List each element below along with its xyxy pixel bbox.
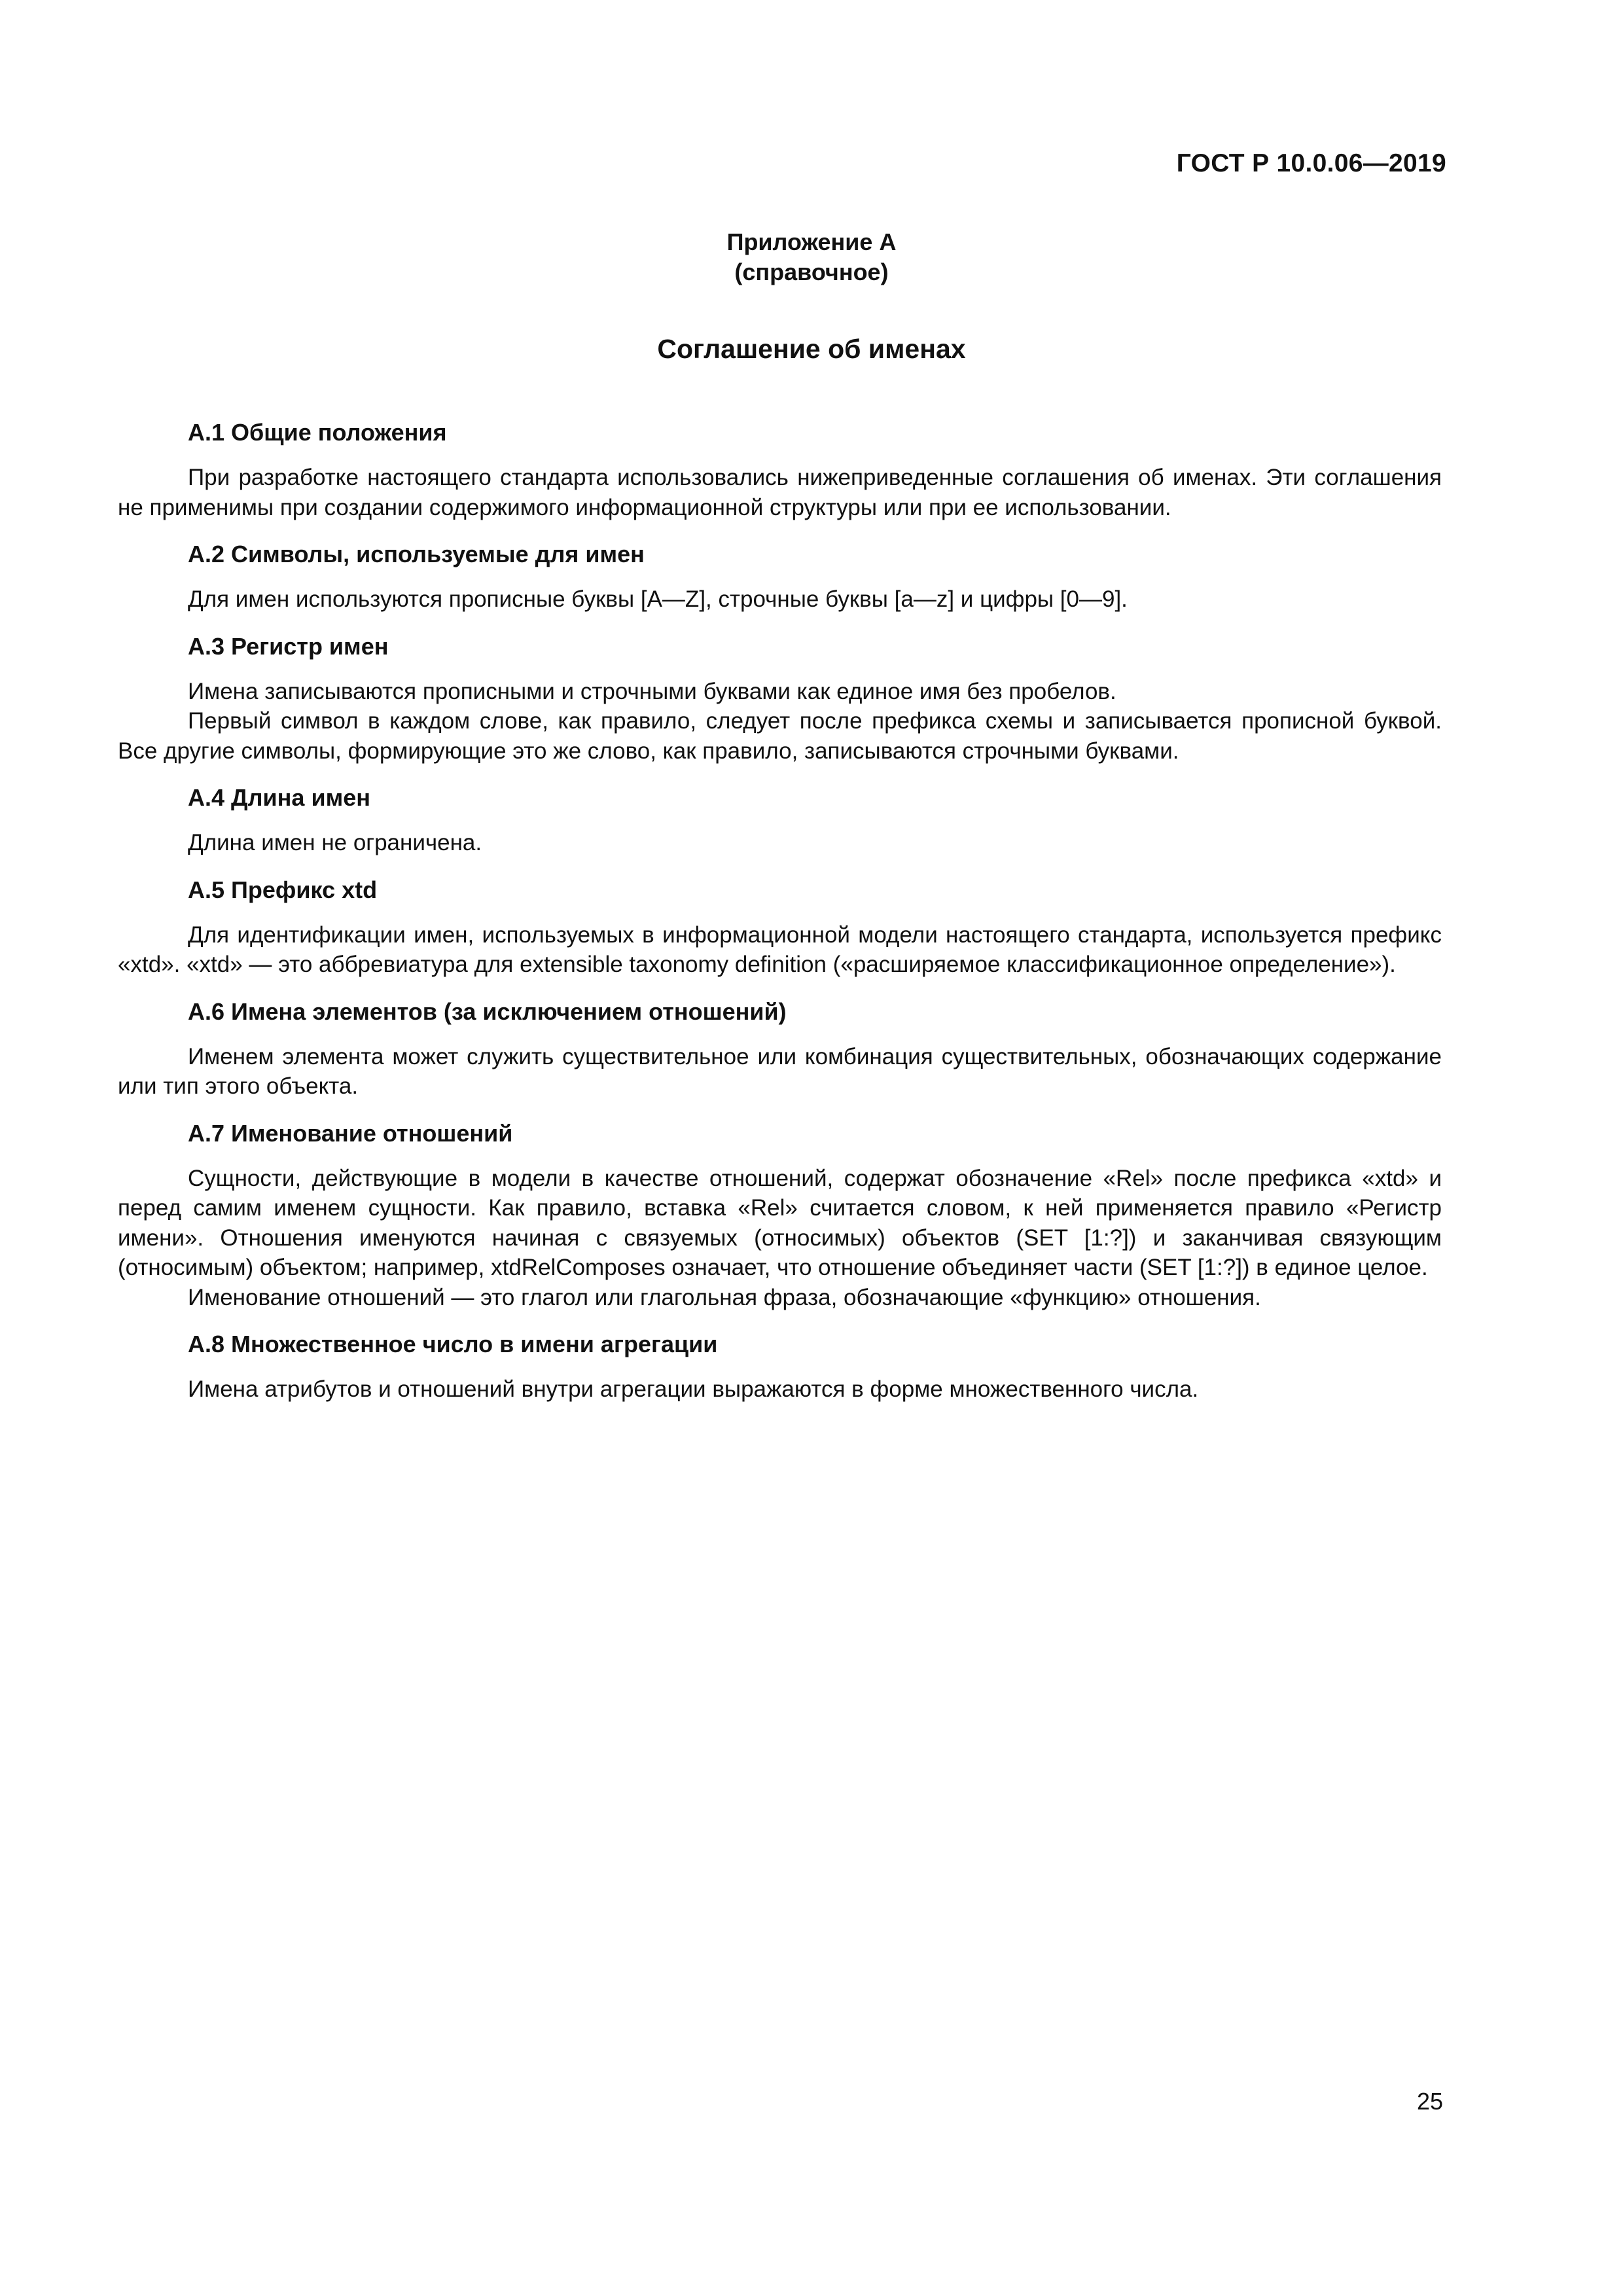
appendix-title bbox=[0, 227, 1623, 287]
section-a2 bbox=[118, 539, 1442, 615]
section-a7 bbox=[118, 1119, 1442, 1313]
document-body bbox=[118, 418, 1442, 1405]
section-heading: А.8 Множественное число в имени агрегации bbox=[188, 1331, 718, 1357]
section-a8 bbox=[118, 1329, 1442, 1405]
paragraph: Для имен используются прописные буквы [A—Z], строчные буквы [a—z] и цифры [0—9]. bbox=[188, 586, 1128, 612]
section-heading: А.1 Общие положения bbox=[188, 419, 447, 446]
section-a5 bbox=[118, 875, 1442, 980]
section-heading: А.3 Регистр имен bbox=[188, 632, 389, 660]
section-a3 bbox=[118, 632, 1442, 766]
paragraph: Именем элемента может служить существительное или комбинация существительных, обозначающих содержание или тип этого объекта. bbox=[118, 1043, 1442, 1099]
section-a4 bbox=[118, 783, 1442, 858]
section-heading: А.7 Именование отношений bbox=[188, 1119, 513, 1147]
paragraph: Сущности, действующие в модели в качестве отношений, содержат обозначение «Rel» после префикса «xtd» и перед самим именем сущности. Как правило, вставка «Rel» считается словом, к ней применяется правило «Регистр имени». Отношения именуются начиная с связуемых (относимых) объектов (SET [1:?]) и заканчивая связующим (относимым) объектом; например, xtdRelComposes означает, что отношение объединяет части (SET [1:?]) в единое целое. bbox=[118, 1165, 1442, 1280]
page-number: 25 bbox=[1416, 2088, 1443, 2115]
section-heading: А.4 Длина имен bbox=[188, 784, 370, 811]
paragraph: Длина имен не ограничена. bbox=[188, 830, 482, 855]
paragraph: При разработке настоящего стандарта использовались нижеприведенные соглашения об именах. Эти соглашения не применимы при создании содержимого информационной структуры или при ее использовании. bbox=[118, 465, 1442, 520]
section-a6 bbox=[118, 997, 1442, 1102]
section-a1 bbox=[118, 418, 1442, 522]
paragraph: Именование отношений — это глагол или глагольная фраза, обозначающие «функцию» отношения. bbox=[188, 1284, 1261, 1310]
document-code: ГОСТ Р 10.0.06—2019 bbox=[1176, 149, 1446, 177]
section-heading: А.2 Символы, используемые для имен bbox=[188, 541, 645, 567]
paragraph: Для идентификации имен, используемых в информационной модели настоящего стандарта, используется префикс «xtd». «xtd» — это аббревиатура для extensible taxonomy definition («расширяемое классификационное определение»). bbox=[118, 922, 1442, 977]
page-title: Соглашение об именах bbox=[657, 334, 966, 364]
section-heading: А.6 Имена элементов (за исключением отношений) bbox=[188, 997, 787, 1025]
section-heading: А.5 Префикс xtd bbox=[188, 876, 378, 903]
paragraph: Первый символ в каждом слове, как правило, следует после префикса схемы и записывается прописной буквой. Все другие символы, формирующие это же слово, как правило, записываются строчными буквами. bbox=[118, 708, 1442, 764]
paragraph: Имена атрибутов и отношений внутри агрегации выражаются в форме множественного числа. bbox=[188, 1376, 1199, 1402]
appendix-label: Приложение А bbox=[726, 228, 897, 255]
appendix-type: (справочное) bbox=[734, 259, 889, 285]
paragraph: Имена записываются прописными и строчными буквами как единое имя без пробелов. bbox=[188, 678, 1116, 704]
